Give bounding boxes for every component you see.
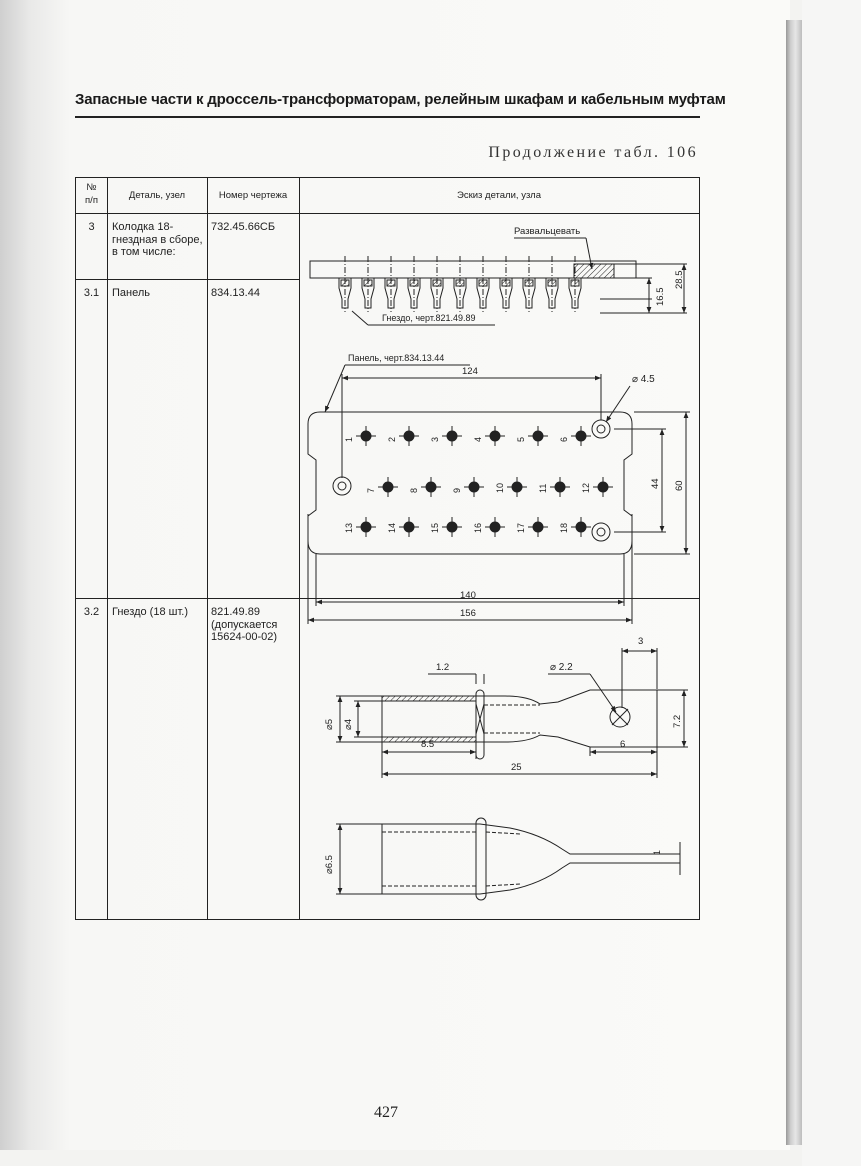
leader-arrow xyxy=(606,386,630,422)
panel-socket-hole xyxy=(495,477,527,497)
sketch-drawing xyxy=(300,214,700,919)
hole-number: 10 xyxy=(495,482,505,493)
dim-3: 3 xyxy=(638,636,644,647)
assembly-socket-pin xyxy=(339,256,351,312)
panel-socket-hole xyxy=(559,517,591,537)
scan-margin xyxy=(802,0,861,1166)
mount-hole xyxy=(592,523,610,541)
hole-number: 6 xyxy=(559,436,569,442)
row-num: 3.2 xyxy=(83,606,100,618)
socket-sketch xyxy=(324,636,688,900)
row-num: 3.1 xyxy=(83,287,100,299)
row-part: Гнездо (18 шт.) xyxy=(112,606,189,618)
page-header: Запасные части к дроссель-трансформаторам, релейным шкафам и кабельным муфтам xyxy=(75,91,726,108)
flange xyxy=(476,690,484,759)
hole-number: 12 xyxy=(581,482,591,493)
dim-124: 124 xyxy=(462,366,478,377)
row-drawing-number: 732.45.66СБ xyxy=(211,221,276,233)
dim-8-5: 8.5 xyxy=(421,739,435,750)
panel-socket-hole xyxy=(516,426,548,446)
assembly-socket-pin xyxy=(408,256,420,312)
dim-dia-5: ⌀5 xyxy=(324,718,335,730)
leader-arrow xyxy=(590,674,616,712)
hole-number: 13 xyxy=(344,522,354,533)
socket-hole-grid xyxy=(344,426,613,537)
assembly-socket-pin xyxy=(454,256,466,312)
panel-socket-hole xyxy=(409,477,441,497)
panel-sketch xyxy=(308,353,690,624)
barrel-wall-top xyxy=(382,696,476,701)
panel-socket-hole xyxy=(387,426,419,446)
row-part: Панель xyxy=(112,287,151,299)
dim-60: 60 xyxy=(674,480,685,491)
assembly-socket-pin xyxy=(523,256,535,312)
panel-socket-hole xyxy=(387,517,419,537)
hole-number: 11 xyxy=(538,483,548,493)
hole-number: 16 xyxy=(473,522,483,533)
socket-row xyxy=(339,256,581,312)
panel-socket-hole xyxy=(559,426,591,446)
hole-number: 8 xyxy=(409,487,419,493)
panel-socket-hole xyxy=(430,517,462,537)
dim-dia-4: ⌀4 xyxy=(343,718,354,730)
panel-socket-hole xyxy=(430,426,462,446)
header-num-label: № п/п xyxy=(85,182,98,206)
dim-dia-6-5: ⌀6.5 xyxy=(324,855,335,874)
mount-hole-inner xyxy=(597,528,605,536)
panel-socket-hole xyxy=(581,477,613,497)
panel-socket-hole xyxy=(473,426,505,446)
header-num xyxy=(76,181,107,207)
dim-44: 44 xyxy=(650,478,661,489)
leader-line xyxy=(352,311,368,325)
hole-number: 7 xyxy=(366,487,376,493)
column-divider xyxy=(207,178,208,919)
hole-number: 17 xyxy=(516,522,526,533)
assembly-socket-pin xyxy=(385,256,397,312)
row-num: 3 xyxy=(88,221,95,233)
row-divider xyxy=(76,279,299,280)
panel-socket-hole xyxy=(344,517,376,537)
mount-hole xyxy=(333,477,351,495)
mount-hole-inner xyxy=(338,482,346,490)
hole-number: 5 xyxy=(516,436,526,442)
row-part: Колодка 18-гнездная в сборе, в том числе: xyxy=(112,221,203,258)
panel-socket-hole xyxy=(366,477,398,497)
dim-dia-2-2: ⌀ 2.2 xyxy=(550,662,573,673)
dim-140: 140 xyxy=(460,590,476,601)
hole-number: 14 xyxy=(387,522,397,533)
dim-dia-4-5: ⌀ 4.5 xyxy=(632,374,655,385)
hole-number: 4 xyxy=(473,436,483,442)
page-binding xyxy=(786,20,802,1145)
mount-hole-inner xyxy=(597,425,605,433)
dim-156: 156 xyxy=(460,608,476,619)
hole-number: 3 xyxy=(430,436,440,442)
assembly-socket-pin xyxy=(546,256,558,312)
dim-1: 1 xyxy=(652,849,662,855)
hidden-line xyxy=(486,832,520,834)
header-rule xyxy=(75,116,700,118)
dim-28-5: 28.5 xyxy=(674,270,685,289)
parts-table xyxy=(75,177,700,920)
panel-socket-hole xyxy=(538,477,570,497)
dim-7-2: 7.2 xyxy=(672,714,683,728)
hole-number: 18 xyxy=(559,522,569,533)
column-divider xyxy=(107,178,108,919)
row-drawing-number: 821.49.89 (допускается 15624-00-02) xyxy=(211,606,278,643)
side-flange xyxy=(476,818,486,900)
panel-socket-hole xyxy=(473,517,505,537)
row-drawing-number: 834.13.44 xyxy=(211,287,260,299)
dim-6: 6 xyxy=(620,739,626,750)
dim-25: 25 xyxy=(511,762,522,773)
hole-number: 2 xyxy=(387,436,397,442)
panel-ref-label: Панель, черт.834.13.44 xyxy=(348,353,445,363)
panel-socket-hole xyxy=(452,477,484,497)
hole-number: 1 xyxy=(344,436,354,442)
assembly-sketch xyxy=(310,226,687,325)
header-part: Деталь, узел xyxy=(128,190,186,201)
table-continuation-label: Продолжение табл. 106 xyxy=(488,144,698,161)
flare-label: Развальцевать xyxy=(514,226,581,237)
header-sketch: Эскиз детали, узла xyxy=(456,190,542,201)
dim-1-2: 1.2 xyxy=(436,662,450,673)
hidden-line xyxy=(486,884,520,886)
assembly-socket-pin xyxy=(362,256,374,312)
socket-side-outline xyxy=(382,824,680,894)
socket-ref-label: Гнездо, черт.821.49.89 xyxy=(382,313,476,323)
assembly-socket-pin xyxy=(431,256,443,312)
page-number: 427 xyxy=(374,1104,398,1121)
panel-socket-hole xyxy=(344,426,376,446)
flared-section xyxy=(574,264,614,278)
mount-hole xyxy=(592,420,610,438)
hole-number: 15 xyxy=(430,522,440,533)
assembly-socket-pin xyxy=(477,256,489,312)
dim-16-5: 16.5 xyxy=(655,287,666,306)
panel-socket-hole xyxy=(516,517,548,537)
hole-number: 9 xyxy=(452,487,462,493)
assembly-socket-pin xyxy=(500,256,512,312)
header-drawing-number: Номер чертежа xyxy=(218,190,288,201)
